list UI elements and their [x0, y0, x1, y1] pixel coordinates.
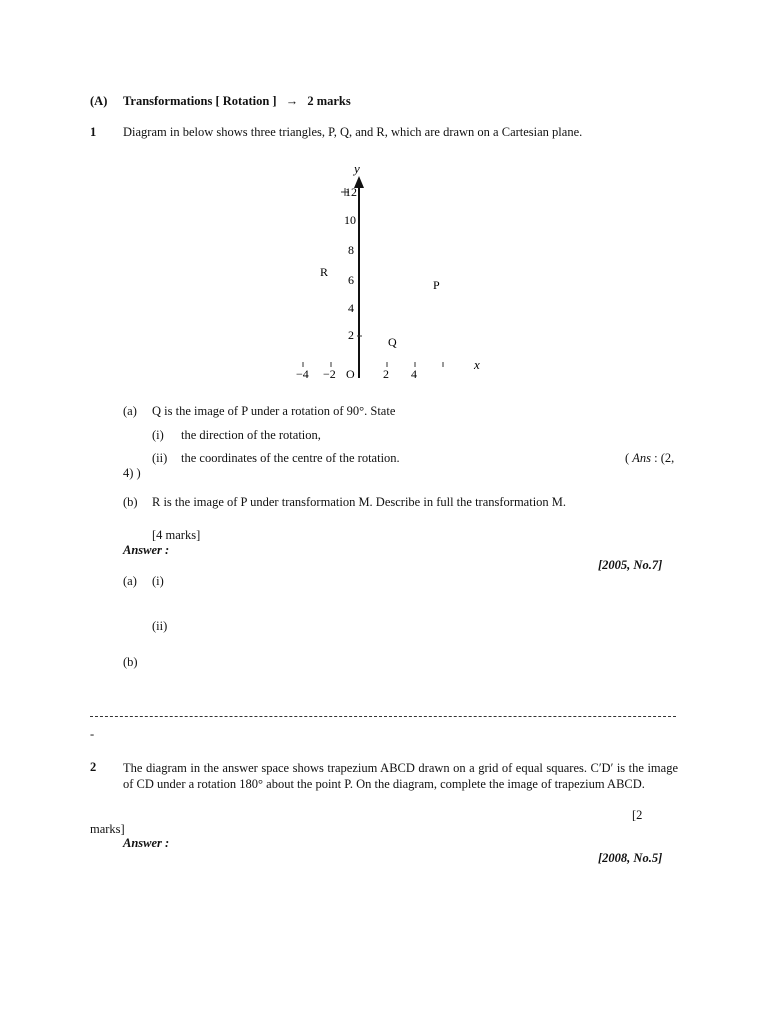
section-label: (A): [90, 94, 108, 108]
x-tick-2: 2: [383, 367, 389, 381]
q2-marks-open: [2: [632, 808, 643, 822]
y-tick-2: 2: [348, 328, 354, 342]
ans-value: : (2,: [651, 451, 675, 465]
x-tick-neg4: −4: [296, 367, 309, 381]
q1a-ii-text: the coordinates of the centre of the rotation.: [181, 451, 400, 465]
x-axis-label: x: [474, 357, 480, 372]
cartesian-diagram: [0, 0, 768, 400]
origin-label: O: [346, 367, 355, 381]
q1a-label: (a): [123, 404, 137, 418]
q2-number: 2: [90, 760, 97, 774]
q1a-text: Q is the image of P under a rotation of 90°. State: [152, 404, 396, 418]
ans-open: (: [625, 451, 633, 465]
y-tick-8: 8: [348, 243, 354, 257]
answer-b-label: (b): [123, 655, 138, 669]
answer-i-label: (i): [152, 574, 164, 588]
y-axis-label: y: [354, 161, 360, 176]
ans-word: Ans: [632, 451, 652, 465]
q1-marks: [4 marks]: [152, 528, 201, 542]
q1a-answer-hint: [625, 451, 674, 466]
separator-line: [90, 716, 676, 717]
x-tick-4: 4: [411, 367, 417, 381]
q1-source: [2005, No.7]: [598, 558, 663, 572]
q1a-ii-label: (ii): [152, 451, 168, 465]
separator-tail: -: [90, 727, 95, 741]
label-R: R: [320, 265, 329, 279]
y-tick-6: 6: [348, 273, 354, 287]
q1-answer-label: Answer :: [123, 543, 170, 557]
q1-number: 1: [90, 125, 97, 139]
q1-intro: Diagram in below shows three triangles, P, Q, and R, which are drawn on a Cartesian plane.: [123, 125, 583, 139]
q2-marks-close: marks]: [90, 822, 125, 836]
answer-ii-label: (ii): [152, 619, 168, 633]
ans-continuation: 4) ): [123, 466, 141, 480]
y-tick-12: 12: [345, 185, 357, 199]
y-tick-4: 4: [348, 301, 354, 315]
q1a-i-label: (i): [152, 428, 164, 442]
q1b-text: R is the image of P under transformation M. Describe in full the transformation M.: [152, 495, 567, 509]
label-Q: Q: [388, 335, 397, 349]
label-P: P: [433, 278, 440, 292]
x-tick-neg2: −2: [323, 367, 336, 381]
q1b-label: (b): [123, 495, 138, 509]
q2-source: [2008, No.5]: [598, 851, 663, 865]
section-title-text: Transformations [ Rotation ]: [123, 94, 277, 108]
arrow-icon: →: [285, 94, 299, 108]
q2-text: The diagram in the answer space shows trapezium ABCD drawn on a grid of equal squares. C′D′ is the image of CD under a rotation 180° about the point P. On the diagram, complete the image of trapezium ABCD.: [123, 761, 678, 791]
answer-a-label: (a): [123, 574, 137, 588]
q2-answer-label: Answer :: [123, 836, 170, 850]
y-tick-10: 10: [344, 213, 356, 227]
q1a-i-text: the direction of the rotation,: [181, 428, 321, 442]
section-marks: 2 marks: [307, 94, 351, 108]
